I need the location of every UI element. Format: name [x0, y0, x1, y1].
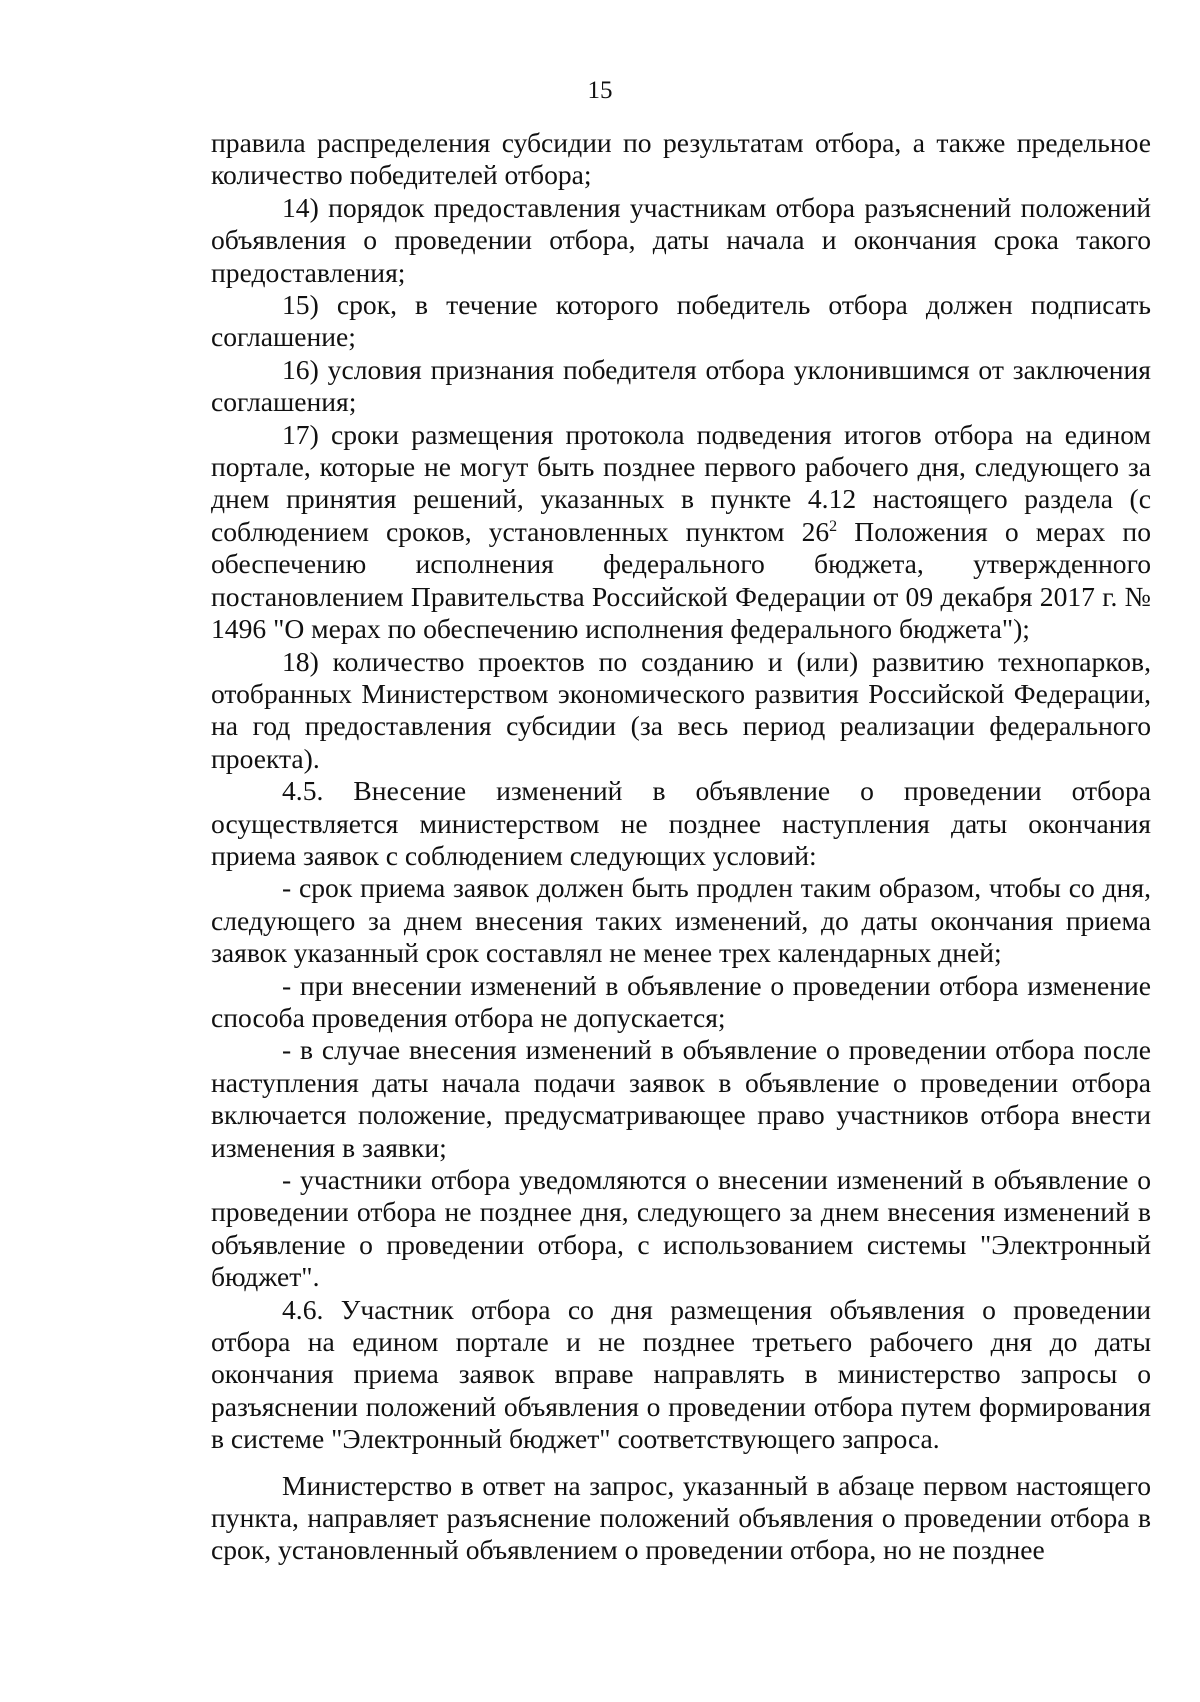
paragraph-4-5: 4.5. Внесение изменений в объявление о проведении отбора осуществляется министерством не позднее наступления даты окончания приема заявок с соблюдением следующих условий: [211, 775, 1151, 871]
paragraph-distribution-rules: правила распределения субсидии по результатам отбора, а также предельное количество победителей отбора; [211, 127, 1151, 191]
superscript-2: 2 [829, 517, 838, 535]
paragraph-item-17-text-end: Положения о мерах по обеспечению исполнения федерального бюджета, утвержденного постановлением Правительства Российской Федерации от 09 декабря 2017 г. № 1496 "О мерах по обеспечению исполнения федерального бюджета"); [211, 515, 1151, 645]
paragraph-4-5-condition-3: - в случае внесения изменений в объявление о проведении отбора после наступления даты начала подачи заявок в объявление о проведении отбора включается положение, предусматривающее право участников отбора внести изменения в заявки; [211, 1034, 1151, 1163]
paragraph-item-16: 16) условия признания победителя отбора уклонившимся от заключения соглашения; [211, 353, 1151, 418]
paragraph-4-6: 4.6. Участник отбора со дня размещения объявления о проведении отбора на едином портале и не позднее третьего рабочего дня до даты окончания приема заявок вправе направлять в министерство запросы о разъяснении положений объявления о проведении отбора путем формирования в системе "Электронный бюджет" соответствующего запроса. [211, 1293, 1151, 1455]
paragraph-item-18: 18) количество проектов по созданию и (или) развитию технопарков, отобранных Министерством экономического развития Российской Федерации, на год предоставления субсидии (за весь период реализации федерального проекта). [211, 645, 1151, 774]
paragraph-item-15: 15) срок, в течение которого победитель отбора должен подписать соглашение; [211, 289, 1151, 353]
page-number: 15 [587, 77, 613, 104]
paragraph-item-17 [211, 419, 1151, 646]
paragraph-item-17-text-start: 17) сроки размещения протокола подведения итогов отбора на едином портале, которые не могут быть позднее первого рабочего дня, следующего за днем принятия решений, указанных в пункте 4.12 настоящего раздела (с соблюдением сроков, установленных пунктом 26 [211, 418, 1151, 547]
document-body [211, 127, 1151, 1567]
paragraph-4-5-condition-2: - при внесении изменений в объявление о проведении отбора изменение способа проведения отбора не допускается; [211, 969, 1151, 1033]
paragraph-4-5-condition-4: - участники отбора уведомляются о внесении изменений в объявление о проведении отбора не позднее дня, следующего за днем внесения изменений в объявление о проведении отбора, с использованием системы "Электронный бюджет". [211, 1164, 1151, 1293]
paragraph-4-5-condition-1: - срок приема заявок должен быть продлен таким образом, чтобы со дня, следующего за днем внесения таких изменений, до даты окончания приема заявок указанный срок составлял не менее трех календарных дней; [211, 872, 1151, 969]
paragraph-item-14: 14) порядок предоставления участникам отбора разъяснений положений объявления о проведении отбора, даты начала и окончания срока такого предоставления; [211, 191, 1151, 288]
paragraph-4-6-response: Министерство в ответ на запрос, указанный в абзаце первом настоящего пункта, направляет разъяснение положений объявления о проведении отбора в срок, установленный объявлением о проведении отбора, но не позднее [211, 1469, 1151, 1566]
